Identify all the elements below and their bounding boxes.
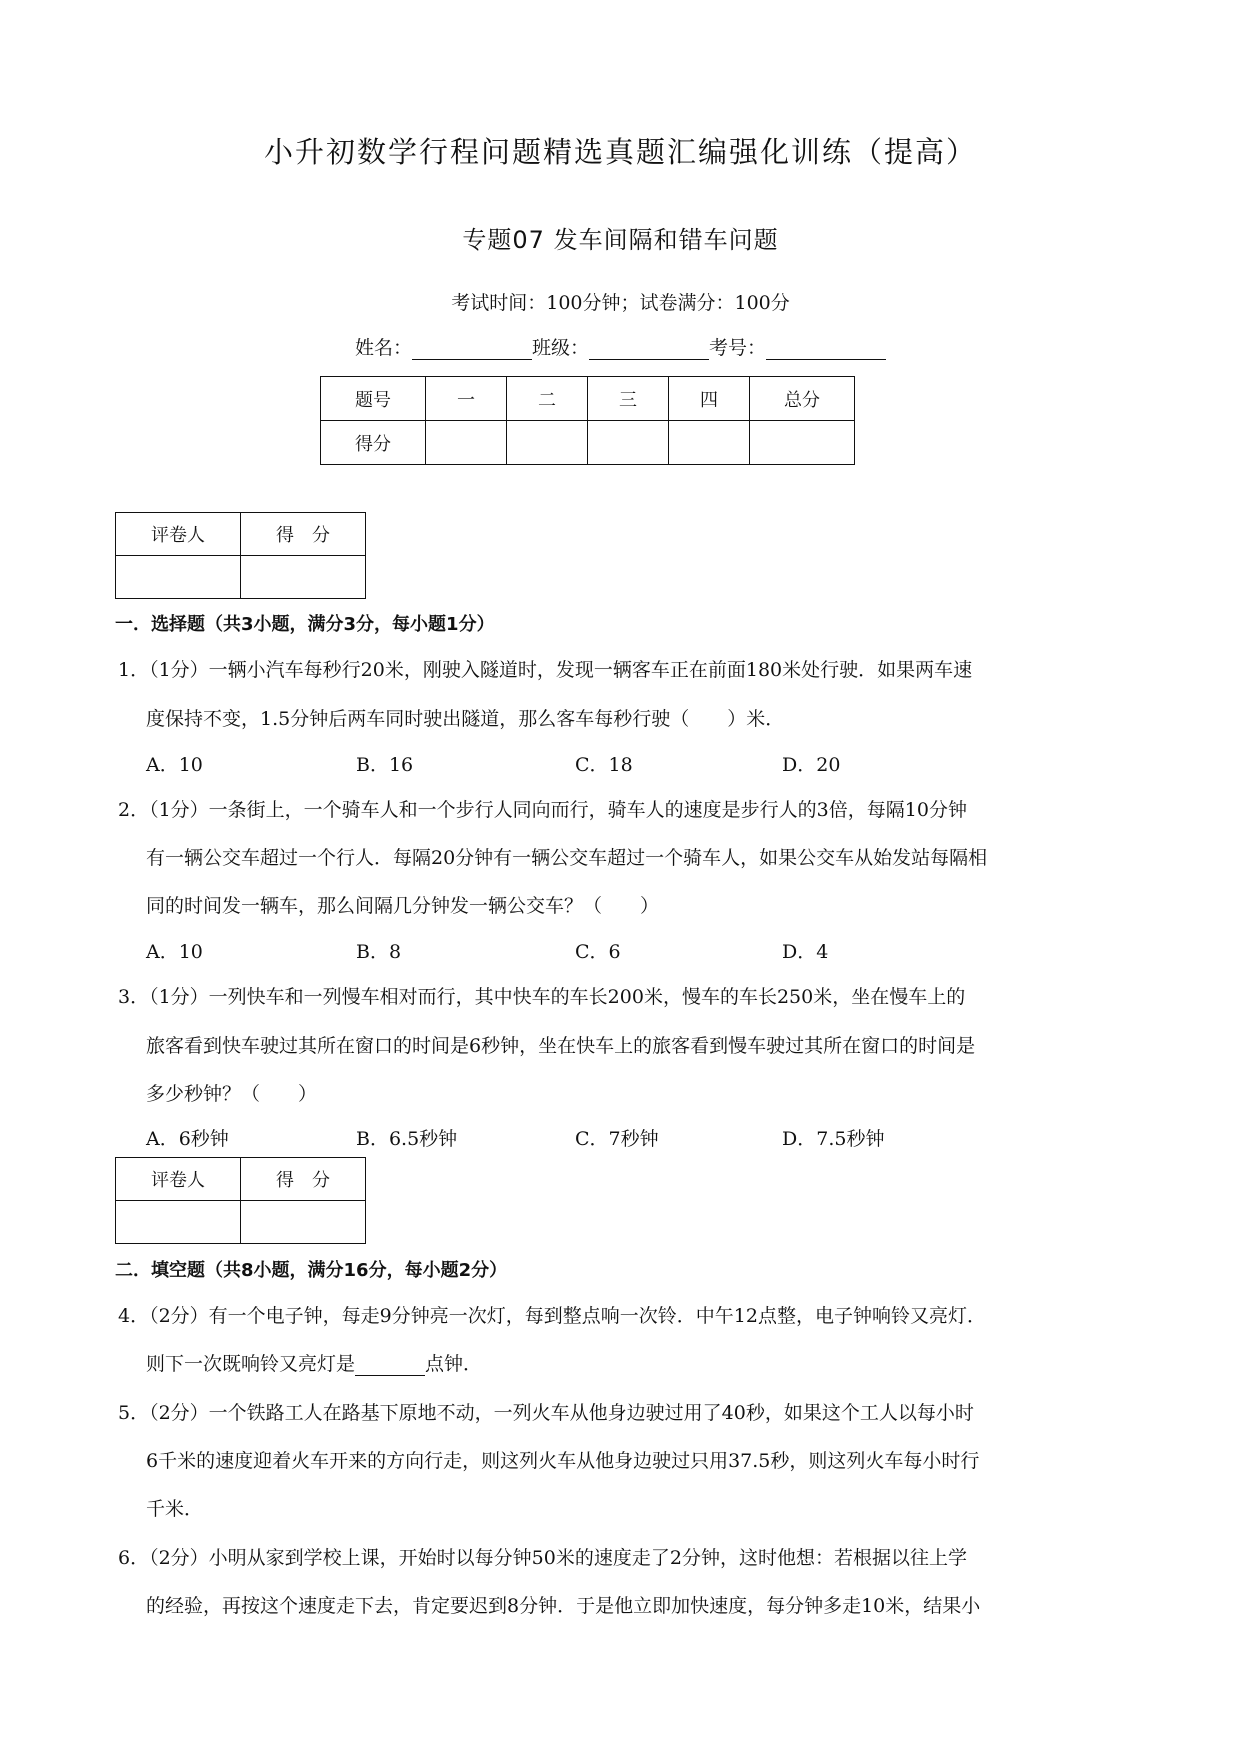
grader-label: 评卷人 — [116, 1158, 241, 1201]
score-cell[interactable] — [669, 421, 750, 465]
question-6-line-2: 的经验，再按这个速度走下去，肯定要迟到8分钟．于是他立即加快速度，每分钟多走10米，结果小 — [146, 1595, 981, 1617]
option-c[interactable]: C．7秒钟 — [575, 1128, 659, 1150]
id-blank[interactable] — [766, 339, 886, 360]
question-2-line-1: 2．（1分）一条街上，一个骑车人和一个步行人同向而行，骑车人的速度是步行人的3倍，每隔10分钟 — [118, 799, 967, 821]
name-blank[interactable] — [412, 339, 532, 360]
score-cell[interactable] — [507, 421, 588, 465]
question-3-line-3: 多少秒钟？（ ） — [146, 1083, 318, 1105]
option-b[interactable]: B．16 — [356, 754, 414, 776]
question-2-line-2: 有一辆公交车超过一个行人．每隔20分钟有一辆公交车超过一个骑车人，如果公交车从始发站每隔相 — [146, 847, 988, 869]
section-heading-2: 二．填空题（共8小题，满分16分，每小题2分） — [115, 1260, 508, 1281]
option-b[interactable]: B．6.5秒钟 — [356, 1128, 458, 1150]
score-cell[interactable] — [426, 421, 507, 465]
answer-blank[interactable] — [355, 1357, 425, 1376]
score-cell[interactable] — [588, 421, 669, 465]
score-header-cell: 总分 — [750, 377, 855, 421]
option-c[interactable]: C．6 — [575, 941, 621, 963]
score-table-score-row — [321, 421, 855, 465]
exam-info: 考试时间：100分钟；试卷满分：100分 — [451, 292, 790, 314]
question-5-line-1: 5．（2分）一个铁路工人在路基下原地不动，一列火车从他身边驶过用了40秒，如果这个工人以每小时 — [118, 1402, 974, 1424]
id-label: 考号： — [709, 337, 767, 359]
student-info — [0, 333, 1241, 360]
question-4-line-1: 4．（2分）有一个电子钟，每走9分钟亮一次灯，每到整点响一次铃．中午12点整，电子钟响铃又亮灯． — [118, 1305, 986, 1327]
grader-cell[interactable] — [116, 1201, 241, 1244]
option-c[interactable]: C．18 — [575, 754, 633, 776]
grader-score-cell[interactable] — [241, 556, 366, 599]
score-header-cell: 四 — [669, 377, 750, 421]
score-header-cell: 一 — [426, 377, 507, 421]
grader-score-cell[interactable] — [241, 1201, 366, 1244]
grader-label: 评卷人 — [116, 513, 241, 556]
score-row-label: 得分 — [321, 421, 426, 465]
question-5-line-3: 千米． — [146, 1498, 204, 1520]
name-label: 姓名： — [354, 337, 412, 359]
question-3-line-2: 旅客看到快车驶过其所在窗口的时间是6秒钟，坐在快车上的旅客看到慢车驶过其所在窗口的时间是 — [146, 1035, 976, 1057]
class-blank[interactable] — [589, 339, 709, 360]
question-4-text-after-blank: 点钟． — [425, 1353, 483, 1375]
question-4-text-before-blank: 则下一次既响铃又亮灯是 — [146, 1353, 356, 1375]
question-1-line-2: 度保持不变，1.5分钟后两车同时驶出隧道，那么客车每秒行驶（ ）米． — [146, 708, 785, 730]
option-d[interactable]: D．4 — [782, 941, 829, 963]
option-a[interactable]: A．6秒钟 — [146, 1128, 229, 1150]
score-table — [320, 376, 855, 465]
score-header-cell: 题号 — [321, 377, 426, 421]
option-d[interactable]: D．7.5秒钟 — [782, 1128, 885, 1150]
section-heading-1: 一．选择题（共3小题，满分3分，每小题1分） — [115, 614, 495, 635]
option-b[interactable]: B．8 — [356, 941, 402, 963]
document-title: 小升初数学行程问题精选真题汇编强化训练（提高） — [263, 135, 977, 169]
class-label: 班级： — [531, 337, 589, 359]
score-header-cell: 二 — [507, 377, 588, 421]
option-d[interactable]: D．20 — [782, 754, 841, 776]
option-a[interactable]: A．10 — [146, 754, 203, 776]
question-6-line-1: 6．（2分）小明从家到学校上课，开始时以每分钟50米的速度走了2分钟，这时他想：若根据以往上学 — [118, 1547, 967, 1569]
option-a[interactable]: A．10 — [146, 941, 203, 963]
question-4-line-2 — [146, 1349, 482, 1376]
question-5-line-2: 6千米的速度迎着火车开来的方向行走，则这列火车从他身边驶过只用37.5秒，则这列火车每小时行 — [146, 1450, 980, 1472]
score-table-header-row — [321, 377, 855, 421]
score-cell[interactable] — [750, 421, 855, 465]
grader-box-1 — [115, 512, 366, 599]
document-subtitle: 专题07 发车间隔和错车问题 — [462, 226, 779, 254]
grader-score-label: 得 分 — [241, 1158, 366, 1201]
score-header-cell: 三 — [588, 377, 669, 421]
grader-box-2 — [115, 1157, 366, 1244]
grader-score-label: 得 分 — [241, 513, 366, 556]
grader-cell[interactable] — [116, 556, 241, 599]
question-2-line-3: 同的时间发一辆车，那么间隔几分钟发一辆公交车？（ ） — [146, 895, 660, 917]
question-1-line-1: 1．（1分）一辆小汽车每秒行20米，刚驶入隧道时，发现一辆客车正在前面180米处行驶．如果两车速 — [118, 659, 973, 681]
question-3-line-1: 3．（1分）一列快车和一列慢车相对而行，其中快车的车长200米，慢车的车长250米，坐在慢车上的 — [118, 986, 966, 1008]
